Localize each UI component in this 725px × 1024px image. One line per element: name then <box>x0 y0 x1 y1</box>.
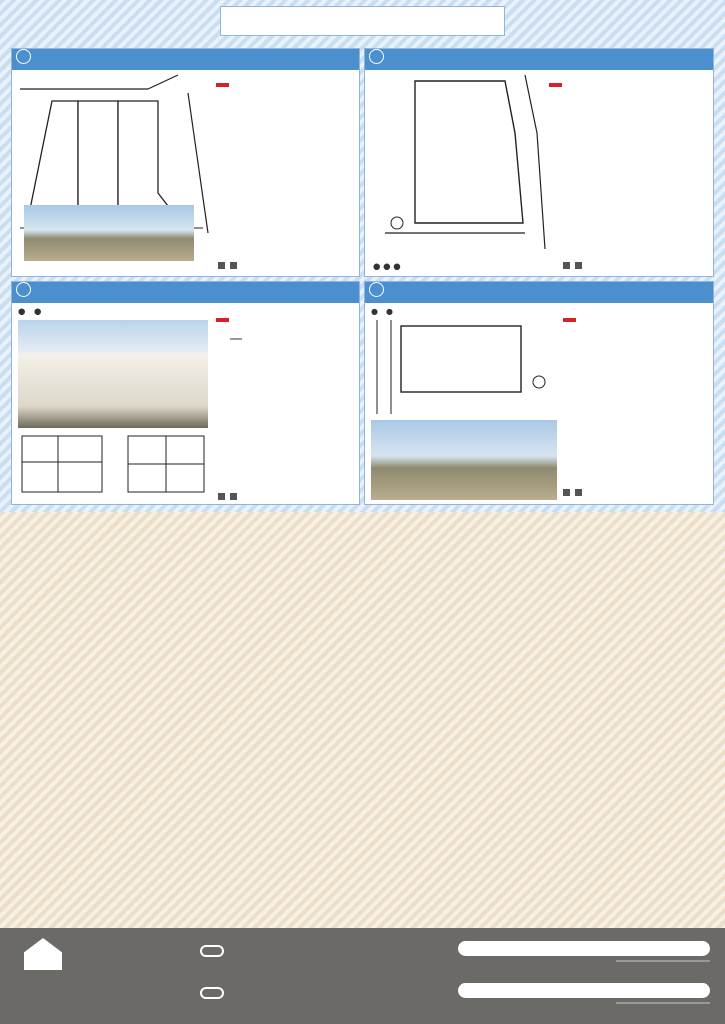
floor-plan <box>18 432 208 498</box>
house-photo <box>18 320 208 428</box>
school-district <box>218 492 239 504</box>
property-card-4[interactable] <box>364 281 714 505</box>
free-dial-icon <box>200 987 224 999</box>
property-features: ● ● ● <box>373 262 401 272</box>
search-box-2[interactable] <box>616 1002 710 1004</box>
property-photo <box>24 205 194 261</box>
section-title <box>220 6 505 36</box>
price-label <box>216 83 229 87</box>
homepage-label-1 <box>458 941 710 956</box>
search-box-1[interactable] <box>616 960 710 962</box>
property-header <box>12 49 359 70</box>
loan-label <box>230 338 242 340</box>
school-district <box>218 261 239 273</box>
property-header <box>365 282 713 303</box>
property-card-2[interactable] <box>364 48 714 277</box>
property-features: ● ● <box>371 307 393 316</box>
property-card-3[interactable] <box>11 281 360 505</box>
renovation-section-bg <box>0 512 725 928</box>
site-map <box>375 73 565 253</box>
price-label <box>549 83 562 87</box>
property-features: ● ● <box>18 307 42 317</box>
property-photo <box>371 420 557 500</box>
price-label <box>563 318 576 322</box>
property-header <box>12 282 359 303</box>
school-district <box>563 488 584 500</box>
price-label <box>216 318 229 322</box>
property-header <box>365 49 713 70</box>
homepage-label-2 <box>458 983 710 998</box>
school-district <box>563 261 584 273</box>
property-card-1[interactable] <box>11 48 360 277</box>
site-map <box>371 320 557 416</box>
free-dial-icon <box>200 945 224 957</box>
